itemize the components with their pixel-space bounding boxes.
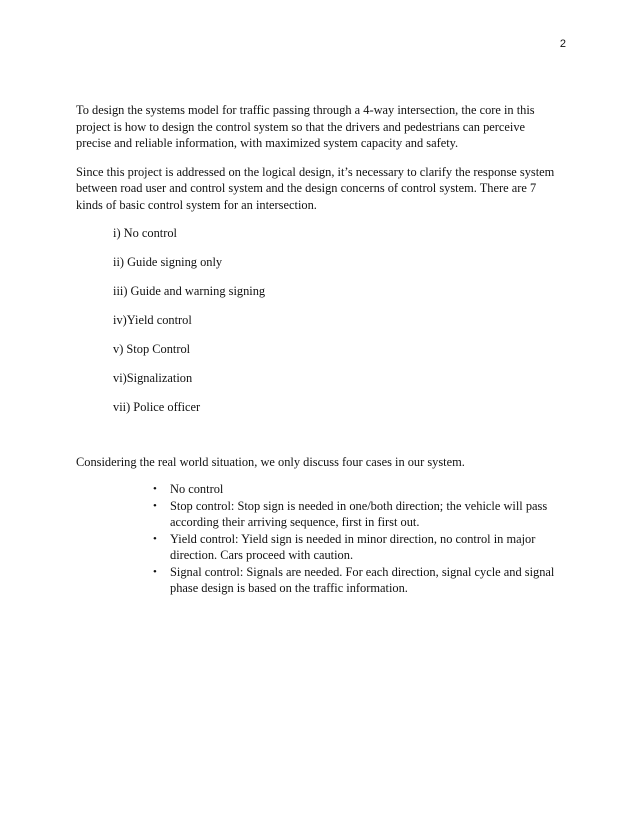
control-option-item: i) No control (113, 226, 178, 240)
case-text: No control (170, 482, 224, 496)
control-option-item: iii) Guide and warning signing (113, 284, 266, 298)
bullet-icon: • (153, 483, 157, 495)
case-list-item (153, 564, 560, 597)
control-option-item: v) Stop Control (113, 342, 191, 356)
control-system-list (76, 225, 560, 416)
case-list-item (153, 481, 560, 498)
control-option-item: iv)Yield control (113, 313, 192, 327)
document-body (76, 102, 560, 597)
case-list-item (153, 498, 560, 531)
control-option-item: ii) Guide signing only (113, 255, 223, 269)
cases-bullet-list (76, 481, 560, 597)
intro-paragraph: To design the systems model for traffic passing through a 4-way intersection, the core in this project is how to design the control system so that the drivers and pedestrians can perceive precise and reliable information, with maximized system capacity and safety. (76, 103, 535, 150)
case-text: Stop control: Stop sign is needed in one/both direction; the vehicle will pass according their arriving sequence, first in first out. (170, 498, 548, 529)
bullet-icon: • (153, 565, 157, 578)
control-option-item: vii) Police officer (113, 400, 201, 414)
case-list-item (153, 531, 560, 564)
bullet-icon: • (153, 532, 157, 545)
logical-design-paragraph: Since this project is addressed on the logical design, it’s necessary to clarify the response system between road user and control system and the design concerns of control system. There are 7 kinds of basic control system for an intersection. (76, 164, 555, 212)
considering-paragraph: Considering the real world situation, we only discuss four cases in our system. (76, 454, 465, 469)
control-option-item: vi)Signalization (113, 371, 193, 385)
case-text: Yield control: Yield sign is needed in minor direction, no control in major direction. Cars proceed with caution. (170, 531, 536, 562)
page-number: 2 (559, 38, 566, 50)
bullet-icon: • (153, 499, 157, 512)
case-text: Signal control: Signals are needed. For each direction, signal cycle and signal phase design is based on the traffic information. (170, 564, 555, 595)
